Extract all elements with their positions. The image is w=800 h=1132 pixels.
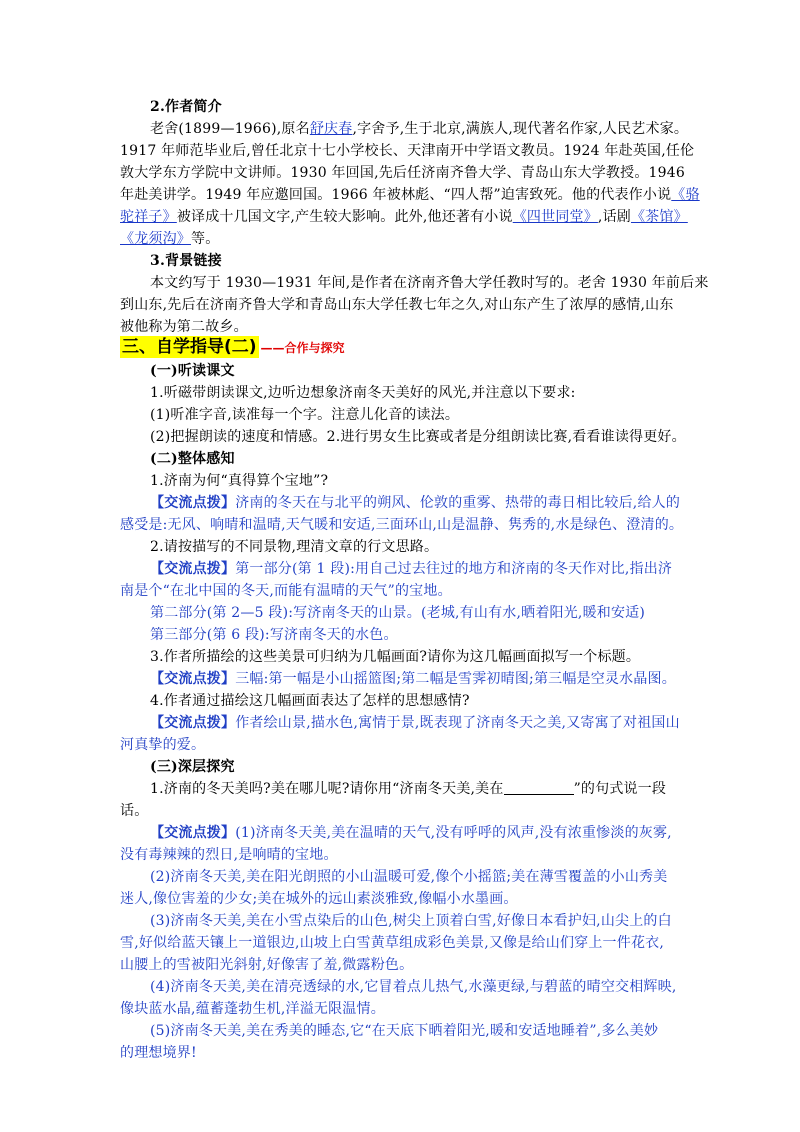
fill-in-blank[interactable] [504, 780, 574, 795]
chaguan-link[interactable]: 《茶馆》 [630, 209, 688, 225]
exchange-tag: 【交流点拨】 [150, 561, 236, 577]
listen-line-2: (1)听准字音,读准每一个字。注意儿化音的读法。 [150, 407, 460, 423]
background-line-2: 到山东,先后在济南齐鲁大学和青岛山东大学任教七年之久,对山东产生了浓厚的感情,山东 [120, 297, 674, 313]
deep-p1-line1: 【交流点拨】(1)济南冬天美,美在温晴的天气,没有呼呼的风声,没有浓重惨淡的灰雾, [150, 825, 672, 841]
overall-a2-line2: 南是个“在北中国的冬天,而能有温晴的天气”的宝地。 [120, 583, 452, 599]
exchange-tag: 【交流点拨】 [150, 495, 236, 511]
author-line-5: 驼祥子》被译成十几国文字,产生较大影响。此外,他还著有小说《四世同堂》,话剧《茶馆》 [120, 209, 688, 225]
author-line-6: 《龙须沟》等。 [120, 231, 220, 247]
deep-p3-line2: 雪,好似给蓝天镶上一道银边,山坡上白雪黄草组成彩色美景,又像是给山们穿上一件花衣, [120, 935, 664, 951]
author-name-link[interactable]: 舒庆春 [309, 121, 353, 137]
author-heading: 2.作者简介 [150, 99, 222, 115]
deep-p2-line1: (2)济南冬天美,美在阳光朗照的小山温暖可爱,像个小摇篮;美在薄雪覆盖的小山秀美 [150, 869, 668, 885]
overall-heading: (二)整体感知 [150, 451, 235, 467]
overall-q4: 4.作者通过描绘这几幅画面表达了怎样的思想感情? [150, 693, 470, 709]
listen-line-1: 1.听磁带朗读课文,边听边想象济南冬天美好的风光,并注意以下要求: [150, 385, 576, 401]
section3-title: 三、自学指导(二) [122, 337, 257, 357]
author-line-1: 老舍(1899—1966),原名舒庆春,字舍予,生于北京,满族人,现代著名作家,人民艺术家。 [150, 121, 689, 137]
section3-subtitle: ——合作与探究 [260, 340, 345, 355]
deep-p3-line1: (3)济南冬天美,美在小雪点染后的山色,树尖上顶着白雪,好像日本看护妇,山尖上的白 [150, 913, 672, 929]
overall-a1-line1: 【交流点拨】济南的冬天在与北平的朔风、伦敦的重雾、热带的毒日相比较后,给人的 [150, 495, 681, 511]
deep-heading: (三)深层探究 [150, 759, 235, 775]
deep-p3-line3: 山腰上的雪被阳光斜射,好像害了羞,微露粉色。 [120, 957, 414, 973]
deep-p4-line2: 像块蓝水晶,蕴蓄蓬勃生机,洋溢无限温情。 [120, 1001, 385, 1017]
overall-a2-line1: 【交流点拨】第一部分(第 1 段):用自己过去往过的地方和济南的冬天作对比,指出济 [150, 561, 673, 577]
deep-p1-line2: 没有毒辣辣的烈日,是响晴的宝地。 [120, 847, 338, 863]
exchange-tag: 【交流点拨】 [150, 715, 236, 731]
section3-header [120, 336, 345, 358]
overall-a4-line1: 【交流点拨】作者绘山景,描水色,寓情于景,既表现了济南冬天之美,又寄寓了对祖国山 [150, 715, 680, 731]
deep-p4-line1: (4)济南冬天美,美在清亮透绿的水,它冒着点儿热气,水藻更绿,与碧蓝的晴空交相辉映, [150, 979, 677, 995]
novel-link-part1[interactable]: 《骆 [671, 187, 700, 203]
deep-q1-line2: 话。 [120, 803, 149, 819]
novel-link-part2[interactable]: 驼祥子》 [120, 209, 177, 225]
overall-a4-line2: 河真挚的爱。 [120, 737, 206, 753]
overall-q2: 2.请按描写的不同景物,理清文章的行文思路。 [150, 539, 439, 555]
overall-a2-line4: 第三部分(第 6 段):写济南冬天的水色。 [150, 627, 398, 643]
exchange-tag: 【交流点拨】 [150, 825, 236, 841]
background-heading: 3.背景链接 [150, 253, 222, 269]
author-line-2: 1917 年师范毕业后,曾任北京十七小学校长、天津南开中学语文教员。1924 年赴英国,任伦 [120, 143, 695, 159]
overall-a2-line3: 第二部分(第 2—5 段):写济南冬天的山景。(老城,有山有水,晒着阳光,暖和安适) [150, 605, 646, 621]
author-line-4: 年赴美讲学。1949 年应邀回国。1966 年被林彪、“四人帮”迫害致死。他的代表作小说《骆 [120, 187, 700, 203]
author-line-3: 敦大学东方学院中文讲师。1930 年回国,先后任济南齐鲁大学、青岛山东大学教授。1946 [120, 165, 685, 181]
overall-a3: 【交流点拨】三幅:第一幅是小山摇篮图;第二幅是雪霁初晴图;第三幅是空灵水晶图。 [150, 671, 676, 687]
deep-q1-line1: 1.济南的冬天美吗?美在哪儿呢?请你用“济南冬天美,美在 ”的句式说一段 [150, 781, 667, 797]
listen-line-3: (2)把握朗读的速度和情感。2.进行男女生比赛或者是分组朗读比赛,看看谁读得更好。 [150, 429, 686, 445]
longxugou-link[interactable]: 《龙须沟》 [120, 231, 191, 247]
deep-p2-line2: 迷人,像位害羞的少女;美在城外的远山素淡雅致,像幅小水墨画。 [120, 891, 518, 907]
exchange-tag: 【交流点拨】 [150, 671, 236, 687]
background-line-3: 被他称为第二故乡。 [120, 319, 248, 335]
overall-q3: 3.作者所描绘的这些美景可归纳为几幅画面?请你为这几幅画面拟写一个标题。 [150, 649, 641, 665]
deep-p5-line2: 的理想境界! [120, 1045, 197, 1061]
overall-a1-line2: 感受是:无风、响晴和温晴,天气暖和安适,三面环山,山是温静、隽秀的,水是绿色、澄清的。 [120, 517, 684, 533]
listen-heading: (一)听读课文 [150, 363, 235, 379]
sishi-tongtang-link[interactable]: 《四世同堂》 [512, 209, 598, 225]
background-line-1: 本文约写于 1930—1931 年间,是作者在济南齐鲁大学任教时写的。老舍 1930 年前后来 [150, 275, 709, 291]
deep-p5-line1: (5)济南冬天美,美在秀美的睡态,它“在天底下晒着阳光,暖和安适地睡着”,多么美妙 [150, 1023, 659, 1039]
overall-q1: 1.济南为何“真得算个宝地”? [150, 473, 329, 489]
